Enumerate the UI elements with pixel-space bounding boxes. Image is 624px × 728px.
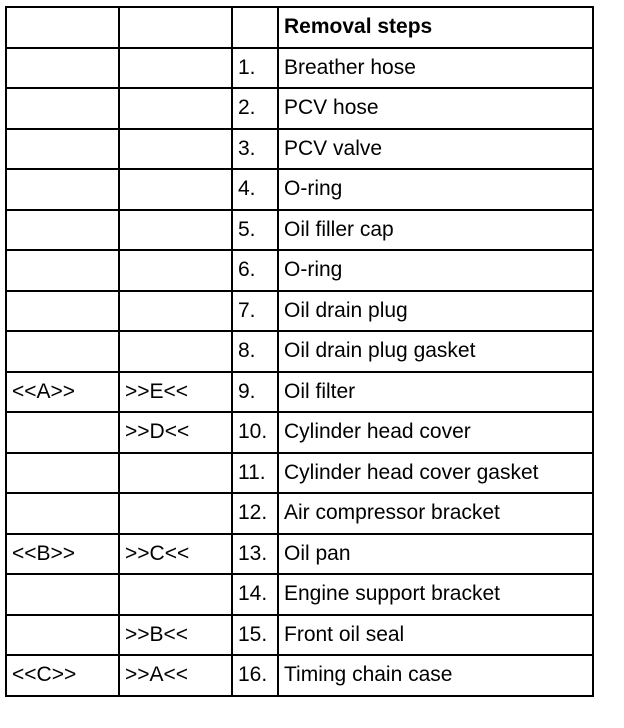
table-row [6, 534, 593, 575]
step-number-cell: 5. [232, 210, 278, 251]
removal-ref-cell [119, 574, 232, 615]
table-row [6, 574, 593, 615]
removal-ref-cell [119, 169, 232, 210]
step-name-cell: Oil filler cap [278, 210, 593, 251]
removal-ref-cell: >>B<< [119, 615, 232, 656]
removal-ref-cell [119, 331, 232, 372]
table-row [6, 331, 593, 372]
removal-ref-cell: >>A<< [119, 655, 232, 696]
step-name-cell: Engine support bracket [278, 574, 593, 615]
installation-ref-cell [6, 453, 119, 494]
table-row [6, 453, 593, 494]
step-name-cell: Front oil seal [278, 615, 593, 656]
step-name-cell: Oil drain plug [278, 291, 593, 332]
installation-ref-cell [6, 88, 119, 129]
removal-ref-cell [119, 493, 232, 534]
step-number-cell: 1. [232, 48, 278, 89]
step-name-cell: Cylinder head cover gasket [278, 453, 593, 494]
step-name-cell: Air compressor bracket [278, 493, 593, 534]
removal-ref-cell [119, 48, 232, 89]
table-row [6, 250, 593, 291]
removal-ref-cell: >>E<< [119, 372, 232, 413]
table-row [6, 412, 593, 453]
installation-ref-cell [6, 331, 119, 372]
step-number-cell: 13. [232, 534, 278, 575]
step-number-cell: 10. [232, 412, 278, 453]
step-number-cell: 3. [232, 129, 278, 170]
step-name-cell: PCV valve [278, 129, 593, 170]
step-name-cell: Cylinder head cover [278, 412, 593, 453]
removal-ref-cell [119, 210, 232, 251]
installation-ref-cell [6, 493, 119, 534]
step-name-cell: PCV hose [278, 88, 593, 129]
removal-ref-cell [119, 291, 232, 332]
installation-ref-cell: <<A>> [6, 372, 119, 413]
step-name-cell: Timing chain case [278, 655, 593, 696]
installation-ref-cell [6, 250, 119, 291]
installation-ref-cell [6, 210, 119, 251]
installation-ref-cell [6, 412, 119, 453]
installation-ref-cell [6, 615, 119, 656]
installation-ref-cell [6, 48, 119, 89]
step-name-cell: Oil pan [278, 534, 593, 575]
step-name-cell: O-ring [278, 169, 593, 210]
step-name-cell: Breather hose [278, 48, 593, 89]
step-name-cell: O-ring [278, 250, 593, 291]
step-number-cell: 12. [232, 493, 278, 534]
installation-ref-cell: <<B>> [6, 534, 119, 575]
removal-ref-cell: >>D<< [119, 412, 232, 453]
header-blank-cell [6, 7, 119, 48]
removal-ref-cell [119, 88, 232, 129]
step-number-cell: 4. [232, 169, 278, 210]
table-row [6, 493, 593, 534]
table-row [6, 372, 593, 413]
step-number-cell: 9. [232, 372, 278, 413]
installation-ref-cell: <<C>> [6, 655, 119, 696]
table-row [6, 210, 593, 251]
table-body [6, 48, 593, 696]
step-number-cell: 7. [232, 291, 278, 332]
installation-ref-cell [6, 169, 119, 210]
table-row [6, 48, 593, 89]
table-header-row [6, 7, 593, 48]
table-row [6, 169, 593, 210]
step-number-cell: 6. [232, 250, 278, 291]
installation-ref-cell [6, 574, 119, 615]
table-row [6, 88, 593, 129]
table-row [6, 129, 593, 170]
table-row [6, 615, 593, 656]
removal-ref-cell [119, 129, 232, 170]
installation-ref-cell [6, 129, 119, 170]
step-number-cell: 8. [232, 331, 278, 372]
step-number-cell: 14. [232, 574, 278, 615]
header-blank-cell [119, 7, 232, 48]
step-name-cell: Oil drain plug gasket [278, 331, 593, 372]
removal-ref-cell: >>C<< [119, 534, 232, 575]
step-number-cell: 15. [232, 615, 278, 656]
table-title: Removal steps [278, 7, 593, 48]
table-row [6, 655, 593, 696]
step-number-cell: 2. [232, 88, 278, 129]
table-row [6, 291, 593, 332]
removal-steps-table [5, 6, 594, 697]
removal-ref-cell [119, 250, 232, 291]
step-number-cell: 16. [232, 655, 278, 696]
step-number-cell: 11. [232, 453, 278, 494]
header-blank-cell [232, 7, 278, 48]
step-name-cell: Oil filter [278, 372, 593, 413]
removal-ref-cell [119, 453, 232, 494]
installation-ref-cell [6, 291, 119, 332]
